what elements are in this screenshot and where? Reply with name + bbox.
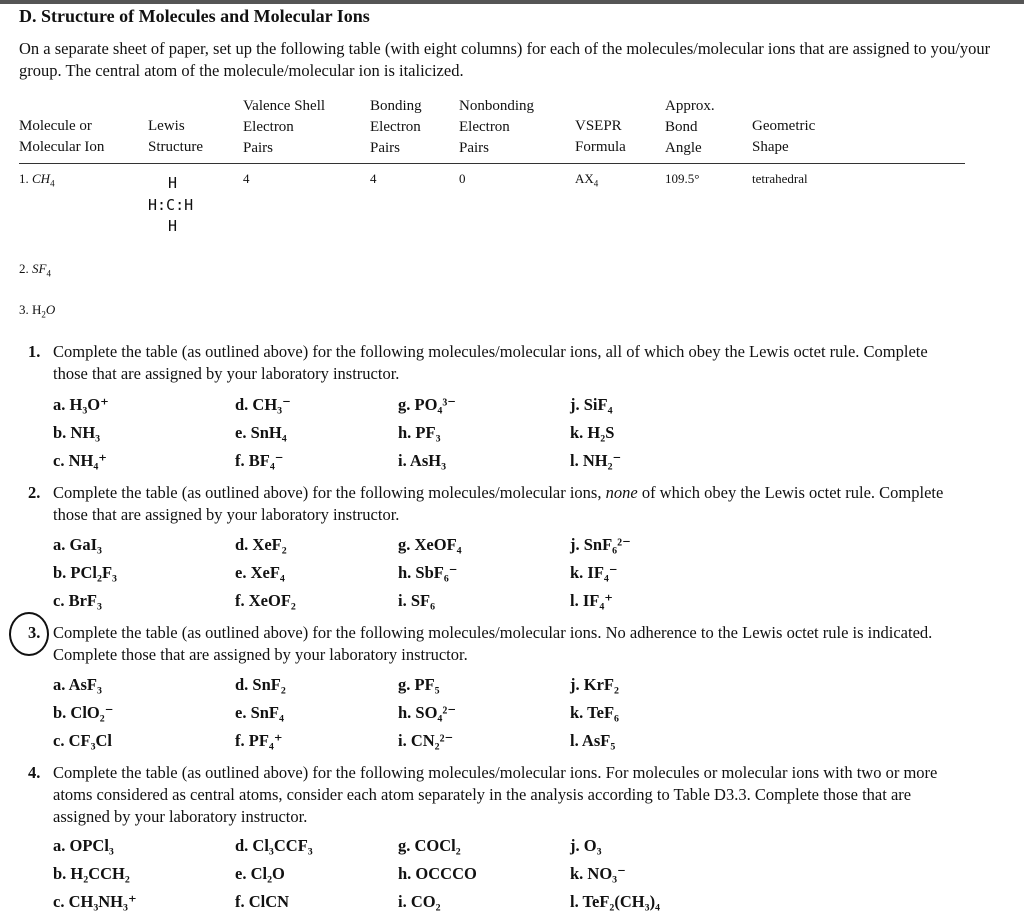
- intro-paragraph: On a separate sheet of paper, set up the following table (with eight columns) for each of the molecules/molecular ions that are assigned to you/your group. The central atom of the molecule/molecular ion is italicized.: [19, 39, 991, 80]
- q4-item-d: d. Cl₃CCF₃: [235, 836, 313, 855]
- q2-number: 2.: [28, 483, 41, 502]
- q3-item-a: a. AsF₃: [53, 675, 102, 694]
- header-nonbonding: Nonbonding Electron Pairs: [459, 98, 534, 156]
- q2-text: Complete the table (as outlined above) for the following molecules/molecular ions, none of which obey the Lewis octet rule. Complete those that are assigned by your laboratory instructor.: [53, 483, 944, 524]
- q1-item-i: i. AsH₃: [398, 451, 447, 470]
- header-vsepr: VSEPR Formula: [575, 118, 626, 155]
- q1-item-d: d. CH₃⁻: [235, 395, 291, 414]
- row2-molecule: 2. $SF_4$: [19, 261, 51, 279]
- row1-angle: 109.5°: [665, 171, 700, 186]
- q4-item-k: k. NO₃⁻: [570, 864, 626, 883]
- q4-item-a: a. OPCl₃: [53, 836, 114, 855]
- q3-number: 3.: [28, 623, 41, 642]
- q1-number: 1.: [28, 342, 41, 361]
- q3-item-f: f. PF₄⁺: [235, 731, 283, 750]
- header-shape: Geometric Shape: [752, 118, 816, 155]
- q4-item-j: j. O₃: [570, 836, 602, 855]
- q2-item-b: b. PCl₂F₃: [53, 563, 117, 582]
- q2-item-c: c. BrF₃: [53, 591, 102, 610]
- q1-item-f: f. BF₄⁻: [235, 451, 284, 470]
- row1-shape: tetrahedral: [752, 171, 808, 186]
- q3-item-l: l. AsF₅: [570, 731, 616, 750]
- q3-item-g: g. PF₅: [398, 675, 440, 694]
- q3-item-b: b. ClO₂⁻: [53, 703, 114, 722]
- header-valence: Valence Shell Electron Pairs: [243, 98, 326, 156]
- table-header-rule: [19, 163, 965, 164]
- q3-item-k: k. TeF₆: [570, 703, 619, 722]
- q4-item-c: c. CH₃NH₃⁺: [53, 892, 137, 911]
- q3-item-j: j. KrF₂: [570, 675, 619, 694]
- q2-item-l: l. IF₄⁺: [570, 591, 613, 610]
- q1-item-h: h. PF₃: [398, 423, 441, 442]
- row3-molecule: 3. $H_2O$: [19, 302, 56, 320]
- q4-number: 4.: [28, 763, 41, 782]
- q2-item-g: g. XeOF₄: [398, 535, 462, 554]
- q1-item-j: j. SiF₄: [570, 395, 613, 414]
- q2-item-d: d. XeF₂: [235, 535, 287, 554]
- q4-item-l: l. TeF₂(CH₃)₄: [570, 892, 661, 911]
- q2-item-k: k. IF₄⁻: [570, 563, 618, 582]
- lewis-h-top: H: [168, 174, 178, 192]
- q4-item-i: i. CO₂: [398, 892, 441, 911]
- section-title: D. Structure of Molecules and Molecular Ions: [19, 6, 370, 26]
- q1-item-c: c. NH₄⁺: [53, 451, 107, 470]
- row1-molecule: 1. $CH_4$: [19, 171, 55, 189]
- lewis-hch: H:C:H: [148, 196, 194, 214]
- top-border: [0, 0, 1024, 4]
- q3-text: Complete the table (as outlined above) for the following molecules/molecular ions. No adherence to the Lewis octet rule is indicated. Complete those that are assigned by your laboratory instructor.: [53, 623, 933, 664]
- q4-text: Complete the table (as outlined above) for the following molecules/molecular ions. For molecules or molecular ions with two or more atoms considered as central atoms, consider each atom separately in the analysis according to Table D3.3. Complete those that are assigned by your laboratory instructor.: [53, 763, 938, 826]
- q3-item-e: e. SnF₄: [235, 703, 284, 722]
- q2-item-a: a. GaI₃: [53, 535, 102, 554]
- q2-item-j: j. SnF₆²⁻: [570, 535, 631, 554]
- q1-item-g: g. PO₄³⁻: [398, 395, 457, 414]
- q2-item-h: h. SbF₆⁻: [398, 563, 458, 582]
- q4-item-f: f. ClCN: [235, 892, 290, 911]
- q4-item-b: b. H₂CCH₂: [53, 864, 130, 883]
- q1-item-a: a. H₃O⁺: [53, 395, 109, 414]
- header-angle: Approx. Bond Angle: [665, 98, 715, 156]
- q3-item-i: i. CN₂²⁻: [398, 731, 454, 750]
- q3-item-c: c. CF₃Cl: [53, 731, 113, 750]
- header-lewis: Lewis Structure: [148, 118, 203, 155]
- q2-item-i: i. SF₆: [398, 591, 436, 610]
- q2-item-e: e. XeF₄: [235, 563, 285, 582]
- row1-bonding: 4: [370, 171, 377, 186]
- q4-item-h: h. OCCCO: [398, 864, 477, 883]
- row1-valence: 4: [243, 171, 250, 186]
- row1-nonbonding: 0: [459, 171, 466, 186]
- q4-item-e: e. Cl₂O: [235, 864, 285, 883]
- q3-item-d: d. SnF₂: [235, 675, 286, 694]
- q1-item-l: l. NH₂⁻: [570, 451, 622, 470]
- q1-item-b: b. NH₃: [53, 423, 101, 442]
- q2-item-f: f. XeOF₂: [235, 591, 296, 610]
- row1-vsepr: $AX_4$: [575, 171, 599, 189]
- header-molecule: Molecule or Molecular Ion: [19, 118, 105, 155]
- q1-item-e: e. SnH₄: [235, 423, 287, 442]
- header-bonding: Bonding Electron Pairs: [370, 98, 422, 156]
- q1-item-k: k. H₂S: [570, 423, 615, 442]
- q1-text: Complete the table (as outlined above) for the following molecules/molecular ions, all of which obey the Lewis octet rule. Complete those that are assigned by your laboratory instructor.: [53, 342, 928, 383]
- q4-item-g: g. COCl₂: [398, 836, 461, 855]
- q3-item-h: h. SO₄²⁻: [398, 703, 457, 722]
- lewis-h-bottom: H: [168, 217, 178, 235]
